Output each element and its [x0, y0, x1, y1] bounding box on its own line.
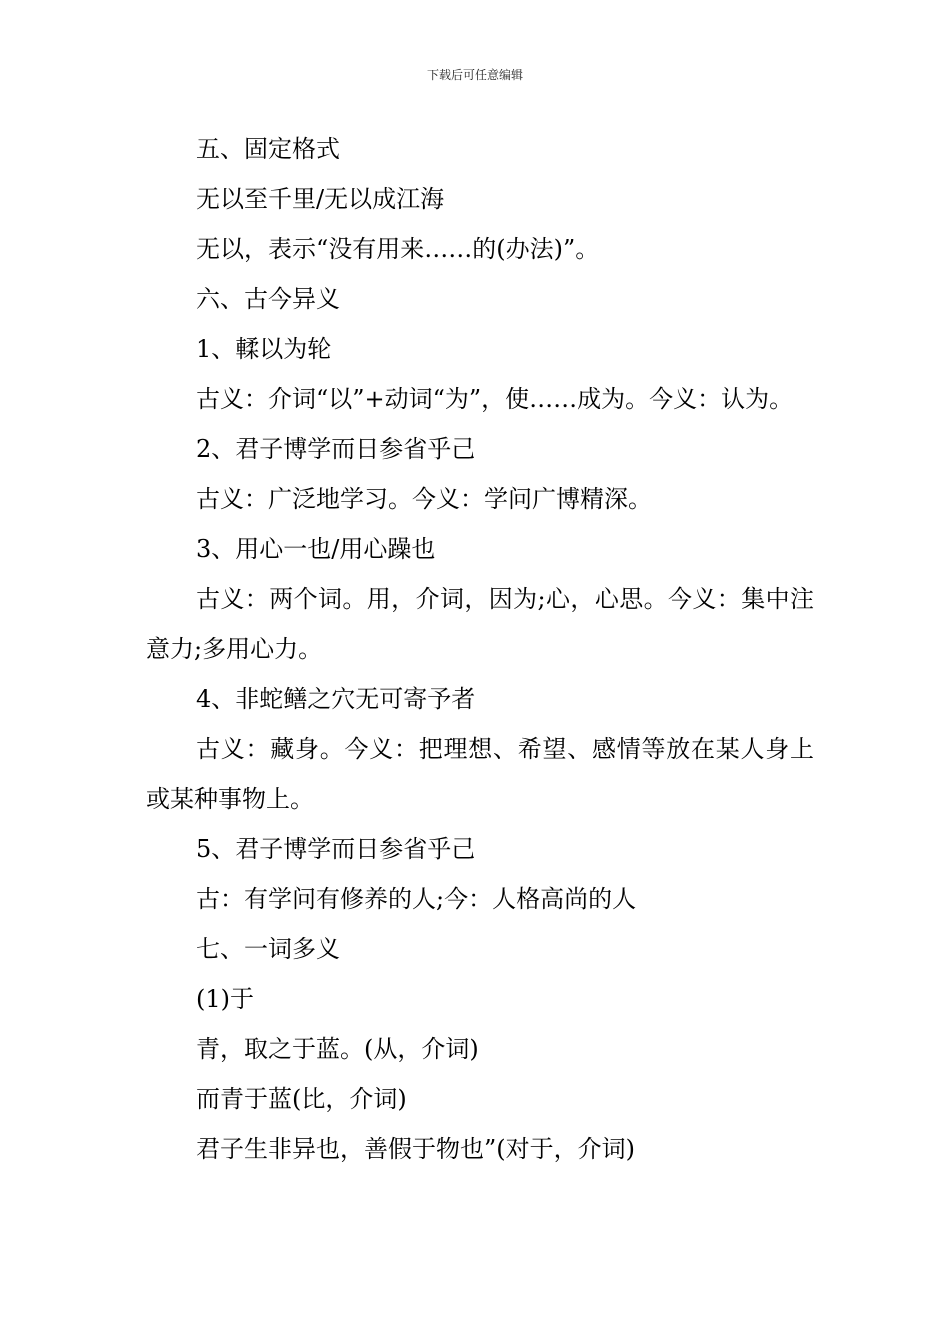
paragraph: 五、固定格式 — [196, 135, 340, 163]
paragraph: 青，取之于蓝。(从，介词) — [196, 1035, 479, 1063]
paragraph: 古：有学问有修养的人;今：人格高尚的人 — [196, 885, 637, 913]
paragraph: 无以至千里/无以成江海 — [196, 185, 445, 213]
document-body — [146, 124, 814, 1174]
paragraph: 而青于蓝(比，介词) — [196, 1085, 407, 1113]
paragraph: 5、君子博学而日参省乎己 — [196, 835, 476, 863]
paragraph: 君子生非异也，善假于物也”(对于，介词) — [196, 1135, 635, 1163]
paragraph: 4、非蛇鳝之穴无可寄予者 — [196, 685, 476, 713]
paragraph: (1)于 — [196, 985, 254, 1013]
paragraph: 古义：广泛地学习。今义：学问广博精深。 — [196, 485, 652, 513]
paragraph: 1、輮以为轮 — [196, 335, 332, 363]
paragraph: 3、用心一也/用心躁也 — [196, 535, 436, 563]
paragraph: 古义：两个词。用，介词，因为;心，心思。今义：集中注意力;多用心力。 — [146, 585, 814, 663]
paragraph: 2、君子博学而日参省乎己 — [196, 435, 476, 463]
paragraph: 古义：介词“以”+动词“为”，使……成为。今义：认为。 — [196, 385, 794, 413]
paragraph: 无以，表示“没有用来……的(办法)”。 — [196, 235, 600, 263]
paragraph: 六、古今异义 — [196, 285, 340, 313]
paragraph: 古义：藏身。今义：把理想、希望、感情等放在某人身上或某种事物上。 — [146, 735, 814, 813]
paragraph: 七、一词多义 — [196, 935, 340, 963]
page-header: 下载后可任意编辑 — [426, 68, 523, 82]
